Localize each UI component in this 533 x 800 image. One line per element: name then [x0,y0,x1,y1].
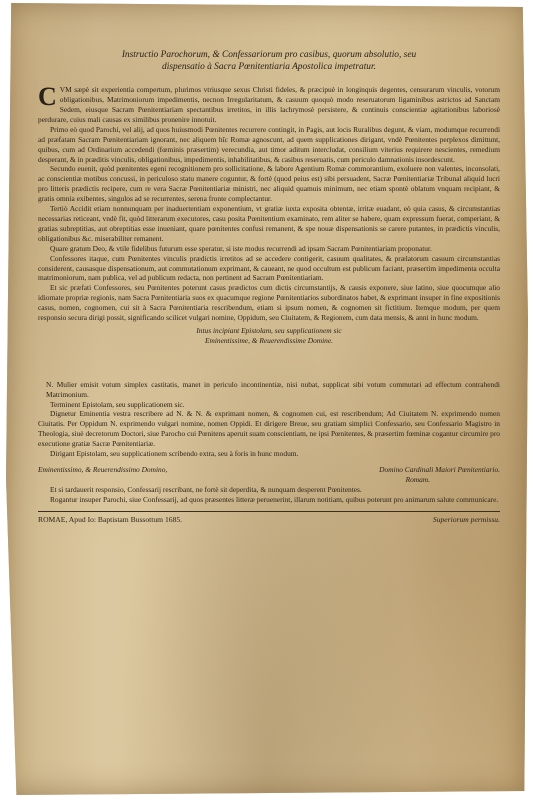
paragraph-secundo: Secundo euenit, quòd pœnitentes egeni recognitionem pro sollicitatione, & labore Agentium Romæ commorantium, exoluere non valentes, inconsolati, ac conscientiæ motibus concussi, in periculoso statu manere coguntur, & fortè (quod peius est) sibi persuadent, Sacræ Pœnitentiariæ Tribunal aliquid lucri pro litteris prædictis recipere, cum re vera Sacræ Pœnitentiariæ ministri, nec aliquid quamuis minimum, nec etiam spontè oblatum vnquam recipiant, & gratis omnia exibentes, singulos ad se recurrentes, serena fronte complectantur. [38,164,500,204]
document-title [38,50,500,73]
title-line-2: dispensatio à Sacra Pœnitentiaria Apostolica impetratur. [162,61,376,72]
address-left: Eminentissimo, & Reuerendissimo Domino, [38,465,168,474]
paragraph-primo: Primo eò quod Parochi, vel alij, ad quos huiusmodi Pœnitentes recurrere contingit, in Pagis, aut locis Ruralibus degunt, & viam, modumque recurrendi ad præfatam Sacram Pœnitentiariam ignorant, nec aliquem hîc Romæ agnoscunt, ad quem supplicationes dirigant, vndè Pœnitentes perplexos dimittunt, quibus, cum ad Ordinarium accedendi (fœminis præsertim) verecundia, aut timor aditum intercludat, consilium viterius requirere nescientes, remedium desperant, & in præditis vinculis, obligationibus, impedimentis, inhabilitatibus, & casibus reseruatis, cum periculo damnationis insordescunt. [38,124,500,164]
permission-text: Superiorum permissu. [432,514,500,524]
paragraph-intro [38,82,500,125]
imprint-line [38,515,500,525]
paragraph-et-sic: Et sic præfati Confessores, seu Pœnitentes poterunt casus prædictos cum dictis circumstantijs, & causis exponere, siue latino, siue quocumque alio idiomate propriæ regionis, nam Sacra Pœnitentiaria suos ex quacumque regione Pœnitentiarios subordinatos habet, & exprimant insuper in fine expositionis casus, nomen, cognomen, cui sit à Sacra Pœnitentiaria rescribendum, etiam si ipsum nomen, & cognomen sit fictitium. Itemque modum, per quem responsio secura dirigi possit, significando scilicet vulgari nomine, Oppidum, seu Ciuitatem, & Regionem, cum data mensis, & anni in hunc modum. [38,283,500,323]
imprint-rule [38,511,500,512]
document-body [38,50,500,525]
title-line-1: Instructio Parochorum, & Confessariorum pro casibus, quorum absolutio, seu [121,50,417,60]
paragraph-et-si: Et si tardauerit responsio, Confessarij rescribant, ne fortè sit deperdita, & nunquam desperent Pœnitentes. [50,484,362,494]
paragraph-terminent: Terminent Epistolam, seu supplicationem sic. [50,399,185,409]
blank-space [38,348,500,380]
paragraph-intro-text: VM sæpè sit experientia compertum, plurimos vtriusque sexus Christi fideles, & præcipuè in longinquis degentes, censurarum vinculis, votorum obligationibus, Matrimoniorum impedimentis, necnon Irregularitatum, & casuum quoquò modo reseruatorum ligaminibus astrictos ad Sanctam Sedem, eiusque Sacram Pœnitentiariam spectantibus irretitos, in illis lachrymosè persistere, & continuis conscientiæ agitationibus laboriosè perdurare, cuius mali causas ex similibus pronenire innotuit. [38,85,500,124]
incipit-line-2: Eminentissime, & Reuerendissime Domine. [204,335,333,345]
incipit-line-1: Intus incipiant Epistolam, seu supplicationem sic [196,325,342,335]
drop-cap: C [38,82,57,112]
paragraph-confessores: Confessores itaque, cum Pœnitentes vinculis prædictis irretitos ad se accedere contigerit, casuum qualitates, & prælatorum casuum circumstantias considerent, causasque dispensationum, aut commutationum exprimant, & caueant, ne quod occultum est publicum faciant, præsertim impedimenta occulta matrimoniorum, nam publica, vel ad publicum redacta, non pertinent ad Sacram Pœnitentiariam. [38,253,500,283]
paragraph-dirigant: Dirigant Epistolam, seu supplicationem scribendo extra, seu à foris in hunc modum. [50,449,299,459]
imprint-text: ROMAE, Apud Io: Baptistam Bussottum 1685. [38,514,183,524]
address-line [38,465,500,475]
paragraph-example: N. Mulier emisit votum simplex castitatis, manet in periculo incontinentiæ, nisi nubat, supplicat sibi votum commutari ad effectum contrahendi Matrimonium. [46,379,500,399]
address-roma: Romam. [405,474,430,484]
paragraph-rogantur: Rogantur insuper Parochi, siue Confessarij, ad quos præsentes litteræ peruenerint, illarum notitiam, quibus poterunt pro animarum salute communicare. [50,494,499,504]
paragraph-dignetur: Dignetur Eminentia vestra rescribere ad N. & N. & exprimant nomen, & cognomen cui, est rescribendum; Ad Ciuitatem N. exprimendo nomen Ciuitatis. Per Oppidum N. exprimendo vulgari nomine, nomen Oppidi. Et dirigere Breue, seu gratiam simplici Confessario, seu Confessario Magistro in Theologia, siuè decretorum Doctori, siue Parocho cui Pœnitens aperuit suam conscientiam, ne ipsi Pœnitentes, & præsertim fœminæ cogantur circumire pro executione gratiæ Sacræ Pœnitentiariæ. [38,409,500,449]
incipit-block [38,326,500,346]
paragraph-tertio: Tertiò Accidit etiam nonnunquam per inaduertentiam exponentium, vt gratiæ iuxta exposita obtentæ, irritæ euadant, eò quia casus, & circumstantias necessarias reticeant, vndè fit, quòd litterarum executores, casu posita Pœnitentium examinato, rem aliter se habere, quam expressum fuerat, comperiant, & gratias subreptitias, aut obreptitias esse inueniant, quare pœnitentes confusi remanent, & spe nouæ dispensationis se carere putantes, in prædictis vinculis, obligationibus &c. miserabiliter remanent. [38,204,500,243]
paragraph-quare: Quare gratum Deo, & vtile fidelibus futurum esse speratur, si iste modus recurrendi ad ipsam Sacram Pœnitentiariam proponatur. [50,243,432,253]
address-right: Domino Cardinali Maiori Pœnitentiario. [379,465,500,474]
